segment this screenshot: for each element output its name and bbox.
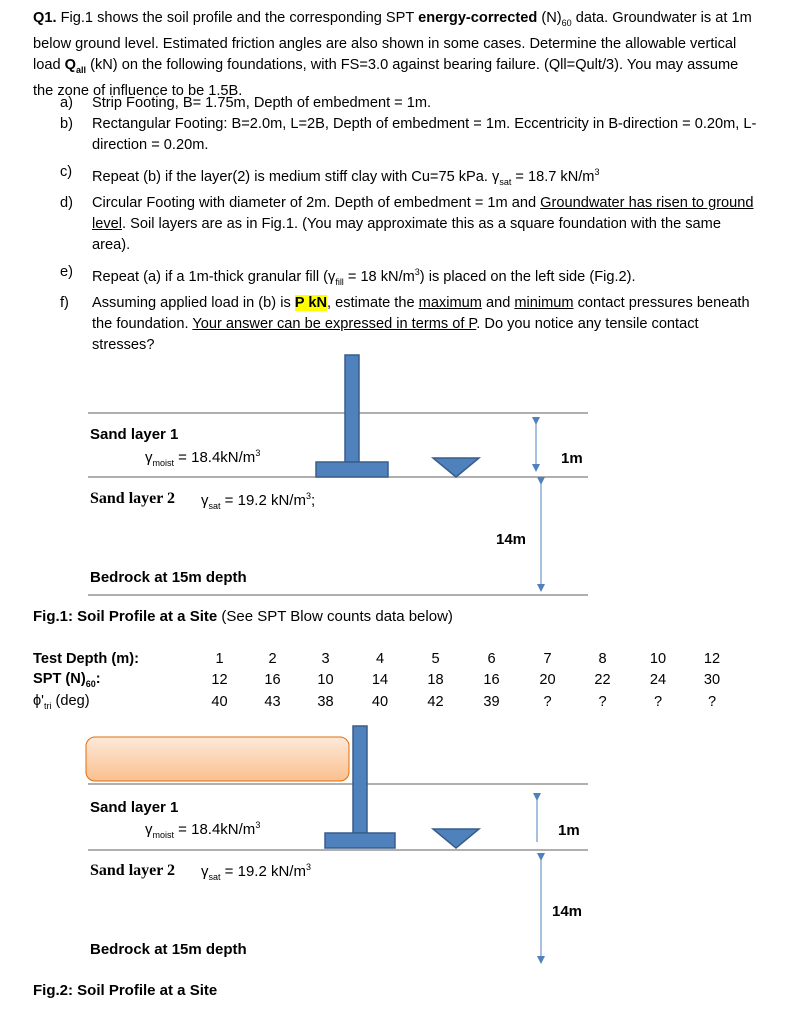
fig1-caption: Fig.1: Soil Profile at a Site (See SPT Blow counts data below) [33, 608, 453, 625]
list-item: f) Assuming applied load in (b) is P kN, estimate the maximum and minimum contact pressures beneath the foundation. Your answer can be expressed in terms of P. Do you notice any tensile contact stresses? [60, 294, 750, 353]
spt-table [33, 648, 738, 713]
fig1-footing [316, 355, 388, 477]
fig2-layer2-label: Sand layer 2 [90, 862, 176, 879]
highlight-pkn: P kN [294, 294, 327, 311]
question-number: Q1 [33, 10, 53, 26]
table-row: SPT $(N)_{60}$: 12 16 10 14 18 16 20 22 24 30 [33, 671, 721, 690]
fig2-footing [325, 726, 395, 848]
spt-row-label-phi: $\phi'_{tri}$ (deg) [33, 692, 90, 711]
fig1-dim-1m: 1m [561, 450, 583, 467]
fig1-bedrock-label: Bedrock at 15m depth [90, 569, 247, 586]
fig2-water-table-icon [433, 829, 479, 848]
fig2-bedrock-label: Bedrock at 15m depth [90, 941, 247, 958]
fig2-gamma-sat: $\gamma_{sat} = 19.2$ $kN/m^3$ [201, 862, 311, 882]
fig1-water-table-icon [433, 458, 479, 477]
list-item: c) Repeat (b) if the layer(2) is medium stiff clay with Cu=75 kPa. $\gamma_{sat} = 18.7$ $kN/m^3$ [60, 164, 600, 187]
fig2-caption: Fig.2: Soil Profile at a Site [33, 982, 218, 999]
fig2-dim-1m: 1m [558, 822, 580, 839]
question-items [60, 93, 760, 356]
fig2-granular-fill [86, 737, 349, 781]
fig1-dim-14m: 14m [496, 531, 527, 548]
list-item: b) Rectangular Footing: B=2.0m, L=2B, Depth of embedment = 1m. Eccentricity in B-direction = 0.20m, L-direction = 0.20m. [60, 116, 757, 153]
fig1-gamma-moist: $\gamma_{moist} = 18.4kN/m^3$ [145, 448, 261, 468]
spt-row-label-n60: SPT $(N)_{60}$: [33, 671, 101, 690]
list-item: a) Strip Footing, B= 1.75m, Depth of embedment = 1m. [60, 95, 432, 111]
fig2-dim-14m: 14m [552, 903, 583, 920]
question-intro: Q1. Fig.1 shows the soil profile and the corresponding SPT energy-corrected $(N)_{60}$ data. Groundwater is at 1m below ground level. Estimated friction angles are also shown in some cases. Determine the allowable vertical load $Q_{all}$ (kN) on the following foundations, with FS=3.0 against bearing failure. (Qll=Qult/3). You may assume the zone of influence to be 1.5B. [33, 10, 752, 99]
table-row: $\phi'_{tri}$ (deg) 40 43 38 40 42 39 ? ? ? ? [33, 692, 717, 711]
fig2-layer1-label: Sand layer 1 [90, 799, 179, 816]
fig1-gamma-sat: $\gamma_{sat} = 19.2$ $kN/m^3$; [201, 491, 316, 511]
spt-row-label-depth: Test Depth (m): [33, 650, 139, 667]
fig2-gamma-moist: $\gamma_{moist} = 18.4kN/m^3$ [145, 820, 261, 840]
fig1-layer1-label: Sand layer 1 [90, 426, 179, 443]
list-item: d) Circular Footing with diameter of 2m. Depth of embedment = 1m and Groundwater has risen to ground level. Soil layers are as in Fig.1. (You may approximate this as a square foundation with the same area). [60, 194, 754, 253]
list-item: e) Repeat (a) if a 1m-thick granular fill ($\gamma_{fill} = 18$ $kN/m^3$) is placed on the left side (Fig.2). [60, 263, 636, 287]
fig1-layer2-label: Sand layer 2 [90, 490, 176, 507]
table-row: Test Depth (m): 1 2 3 4 5 6 7 8 10 12 [33, 648, 738, 670]
